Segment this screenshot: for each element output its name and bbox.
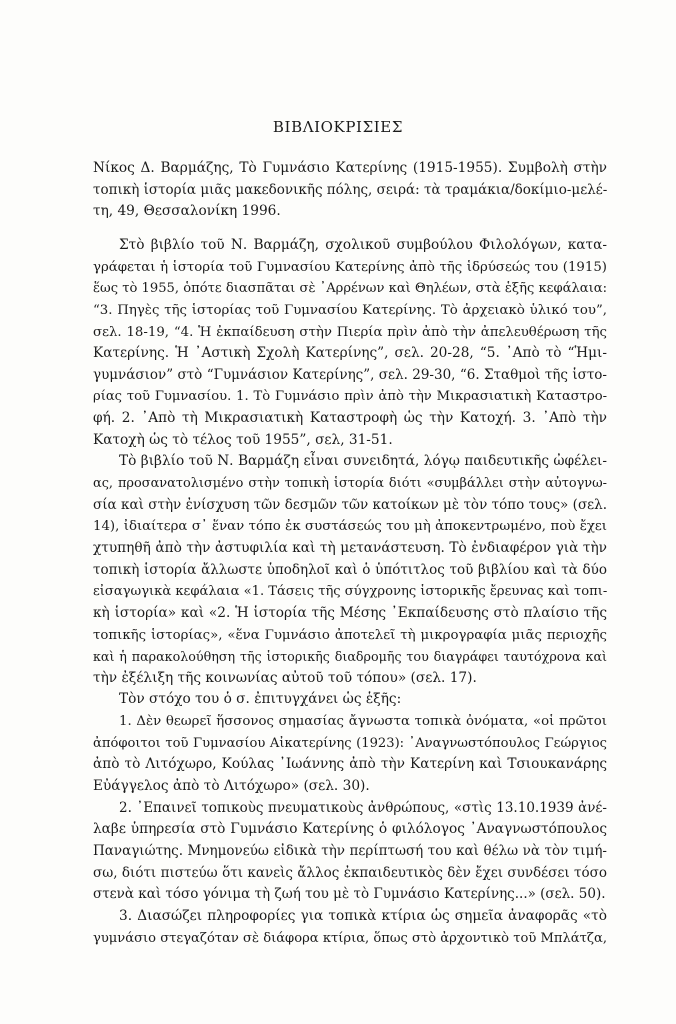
body-line: στενὰ καὶ τόσο γόνιμα τὴ ζωή του μὲ τὸ Γυμνάσιο Κατερίνης...» (σελ. 50). <box>93 886 606 903</box>
citation-line: τοπικὴ ἱστορία μιᾶς μακεδονικῆς πόλης, σειρά: τὰ τραμάκια/δοκίμιο-μελέ- <box>93 181 608 198</box>
body-line: 3. Διασώζει πληροφορίες για τοπικὰ κτίρια ὡς σημεῖα ἀναφορᾶς «τὸ <box>119 907 607 924</box>
body-line: Στὸ βιβλίο τοῦ Ν. Βαρμάζη, σχολικοῦ συμβούλου Φιλολόγων, κατα- <box>119 237 607 253</box>
body-line: Κατερίνης. Ἡ ᾿Αστικὴ Σχολὴ Κατερίνης”, σελ. 20-28, “5. ᾿Απὸ τὸ “Ἡμι- <box>93 345 607 362</box>
body-line: φή. 2. ᾿Απὸ τὴ Μικρασιατικὴ Καταστροφὴ ὡς τὴν Κατοχή. 3. ᾿Απὸ τὴν <box>93 410 607 427</box>
body-line: καὶ ἡ παρακολούθηση τῆς ἱστορικῆς διαδρομῆς του διαγράφει ταυτόχρονα καὶ <box>93 649 607 665</box>
body-line: γράφεται ἡ ἱστορία τοῦ Γυμνασίου Κατερίνης ἀπὸ τῆς ἱδρύσεώς του (1915) <box>93 259 607 275</box>
body-line: σω, διότι πιστεύω ὅτι κανεὶς ἄλλος ἐκπαιδευτικὸς δὲν ἔχει συνδέσει τόσο <box>93 864 607 881</box>
body-line: Παναγιώτης. Μνημονεύω εἰδικὰ τὴν περίπτωσή του καὶ θέλω νὰ τὸν τιμή- <box>93 842 607 859</box>
body-line: γυμνάσιο στεγαζόταν σὲ διάφορα κτίρια, ὅπως στὸ ἀρχοντικὸ τοῦ Μπλάτζα, <box>93 930 607 946</box>
body-line: ἀπὸ τὸ Λιτόχωρο, Κούλας ᾿Ιωάννης ἀπὸ τὴν Κατερίνη καὶ Τσιουκανάρης <box>93 756 607 773</box>
body-line: 1. Δὲν θεωρεῖ ἥσσονος σημασίας ἄγνωστα τοπικὰ ὀνόματα, «οἱ πρῶτοι <box>119 714 607 730</box>
body-line: λαβε ὑπηρεσία στὸ Γυμνάσιο Κατερίνης ὁ φιλόλογος ᾿Αναγνωστόπουλος <box>93 821 607 838</box>
body-line: τὴν ἐξέλιξη τῆς κοινωνίας αὐτοῦ τοῦ τόπου» (σελ. 17). <box>93 669 477 686</box>
body-line: ρίας τοῦ Γυμνασίου. 1. Τὸ Γυμνάσιο πρὶν ἀπὸ τὴν Μικρασιατικὴ Καταστρο- <box>93 389 607 405</box>
body-line: Εὐάγγελος ἀπὸ τὸ Λιτόχωρο» (σελ. 30). <box>93 778 370 795</box>
body-line: τοπικῆς ἱστορίας», «ἕνα Γυμνάσιο ἀποτελεῖ τὴ μικρογραφία μιᾶς περιοχῆς <box>93 627 607 643</box>
body-line: σία καὶ στὴν ἐνίσχυση τῶν δεσμῶν τῶν κατοίκων μὲ τὸν τόπο τους» (σελ. <box>93 496 607 513</box>
body-line: Τὸν στόχο του ὁ σ. ἐπιτυγχάνει ὡς ἑξῆς: <box>119 691 402 708</box>
section-heading: ΒΙΒΛΙΟΚΡΙΣΙΕΣ <box>272 118 404 136</box>
body-line: 2. ᾿Επαινεῖ τοπικοὺς πνευματικοὺς ἀνθρώπους, «στὶς 13.10.1939 ἀνέ- <box>119 799 607 816</box>
body-line: εἰσαγωγικὰ κεφάλαια «1. Τάσεις τῆς σύγχρονης ἱστορικῆς ἔρευνας καὶ τοπι- <box>93 584 608 600</box>
body-line: ἕως τὸ 1955, ὁπότε διασπᾶται σὲ ᾿Αρρένων καὶ Θηλέων, στὰ ἑξῆς κεφάλαια: <box>93 281 607 297</box>
body-line: χτυπηθῆ ἀπὸ τὴν ἀστυφιλία καὶ τὴ μετανάστευση. Τὸ ἐνδιαφέρον γιὰ τὴν <box>93 539 607 556</box>
body-line: 14), ἰδιαίτερα σ᾿ ἕναν τόπο ἐκ συστάσεώς του μὴ ἀποκεντρωμένο, ποὺ ἔχει <box>93 519 607 535</box>
body-line: “3. Πηγὲς τῆς ἱστορίας τοῦ Γυμνασίου Κατερίνης. Τὸ ἀρχειακὸ ὑλικό του”, <box>93 302 607 318</box>
citation-line: τη, 49, Θεσσαλονίκη 1996. <box>93 203 281 220</box>
review-body <box>93 235 607 949</box>
body-line: Τὸ βιβλίο τοῦ Ν. Βαρμάζη εἶναι συνειδητά, λόγῳ παιδευτικῆς ὠφέλει- <box>119 453 607 470</box>
book-citation <box>93 158 607 223</box>
body-line: ἀπόφοιτοι τοῦ Γυμνασίου Αἰκατερίνης (1923): ᾿Αναγνωστόπουλος Γεώργιος <box>93 735 607 751</box>
body-line: ας, προσανατολισμένο στὴν τοπικὴ ἱστορία διότι «συμβάλλει στὴν αὐτογνω- <box>93 476 607 492</box>
body-line: κὴ ἱστορία» καὶ «2. Ἡ ἱστορία τῆς Μέσης ᾿Εκπαίδευσης στὸ πλαίσιο τῆς <box>93 604 607 621</box>
body-line: σελ. 18-19, “4. Ἡ ἐκπαίδευση στὴν Πιερία πρὶν ἀπὸ τὴν ἀπελευθέρωση τῆς <box>93 324 607 340</box>
citation-line: Νίκος Δ. Βαρμάζης, Τὸ Γυμνάσιο Κατερίνης (1915-1955). Συμβολὴ στὴν <box>93 160 607 176</box>
body-line: τοπικὴ ἱστορία ἄλλωστε ὑποδηλοῖ καὶ ὁ ὑπότιτλος τοῦ βιβλίου καὶ τὰ δύο <box>93 561 607 578</box>
body-line: γυμνάσιον” στὸ “Γυμνάσιον Κατερίνης”, σελ. 29-30, “6. Σταθμοὶ τῆς ἱστο- <box>93 366 607 383</box>
body-line: Κατοχὴ ὡς τὸ τέλος τοῦ 1955”, σελ, 31-51. <box>93 431 393 448</box>
